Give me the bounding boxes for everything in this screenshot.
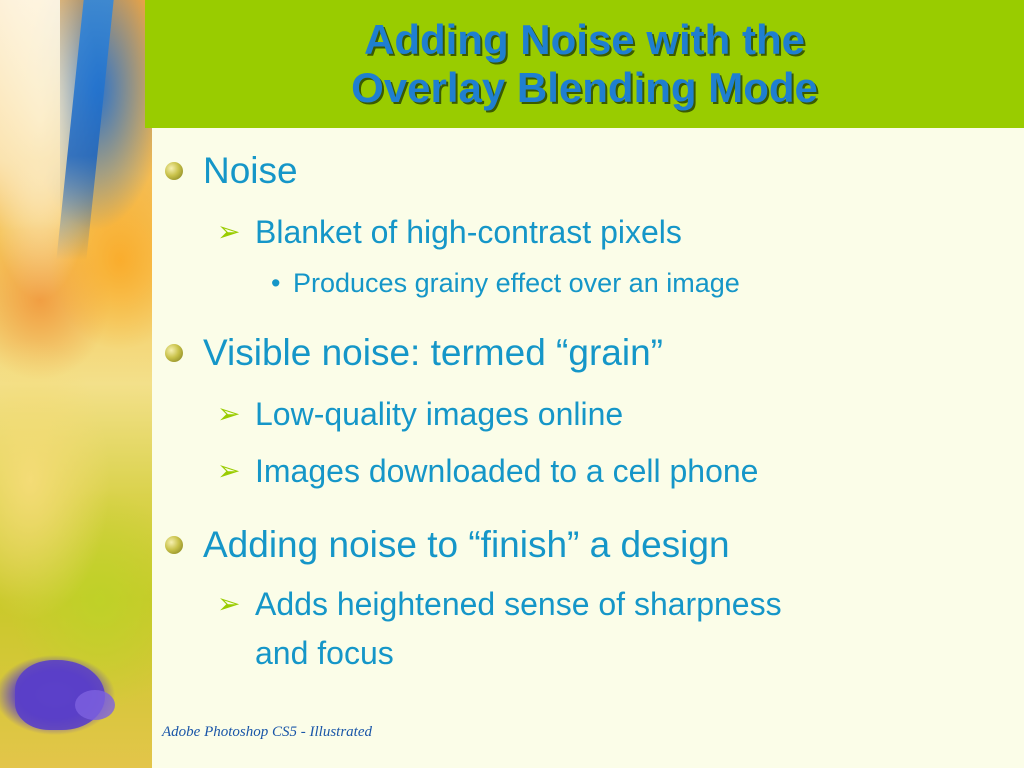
ball-bullet-icon xyxy=(165,536,183,554)
slide-content xyxy=(145,128,1024,768)
bullet-level2 xyxy=(217,453,759,490)
bullet-text: Images downloaded to a cell phone xyxy=(255,453,759,489)
slide-footer: Adobe Photoshop CS5 - Illustrated xyxy=(162,724,372,740)
bullet-text: Low-quality images online xyxy=(255,396,624,432)
arrow-bullet-icon: ➢ xyxy=(217,455,241,486)
bullet-level1 xyxy=(203,524,730,566)
bullet-text: Noise xyxy=(203,150,298,191)
slide-title-line-2: Overlay Blending Mode xyxy=(351,64,818,111)
slide-title-line-1: Adding Noise with the xyxy=(364,16,805,63)
decorative-art-panel xyxy=(0,0,152,768)
bullet-level2 xyxy=(217,396,624,433)
paint-stroke-blue xyxy=(56,0,113,260)
arrow-bullet-icon: ➢ xyxy=(217,588,241,619)
arrow-bullet-icon: ➢ xyxy=(217,398,241,429)
bullet-level1 xyxy=(203,150,298,192)
bullet-level1 xyxy=(203,332,663,374)
bullet-level2-continuation xyxy=(255,635,394,672)
ball-bullet-icon xyxy=(165,162,183,180)
bullet-text: Adds heightened sense of sharpness xyxy=(255,586,782,622)
bullet-level2 xyxy=(217,214,682,251)
bullet-level3 xyxy=(271,268,740,299)
arrow-bullet-icon: ➢ xyxy=(217,216,241,247)
ball-bullet-icon xyxy=(165,344,183,362)
title-bar xyxy=(145,0,1024,128)
bullet-text: Produces grainy effect over an image xyxy=(293,268,740,298)
paint-stroke-cream xyxy=(0,0,60,230)
paint-blob-violet xyxy=(75,690,115,720)
dot-bullet-icon: • xyxy=(271,268,281,298)
bullet-text: Adding noise to “finish” a design xyxy=(203,524,730,565)
bullet-text: and focus xyxy=(255,635,394,671)
bullet-level2 xyxy=(217,586,782,623)
bullet-text: Blanket of high-contrast pixels xyxy=(255,214,682,250)
bullet-text: Visible noise: termed “grain” xyxy=(203,332,663,373)
